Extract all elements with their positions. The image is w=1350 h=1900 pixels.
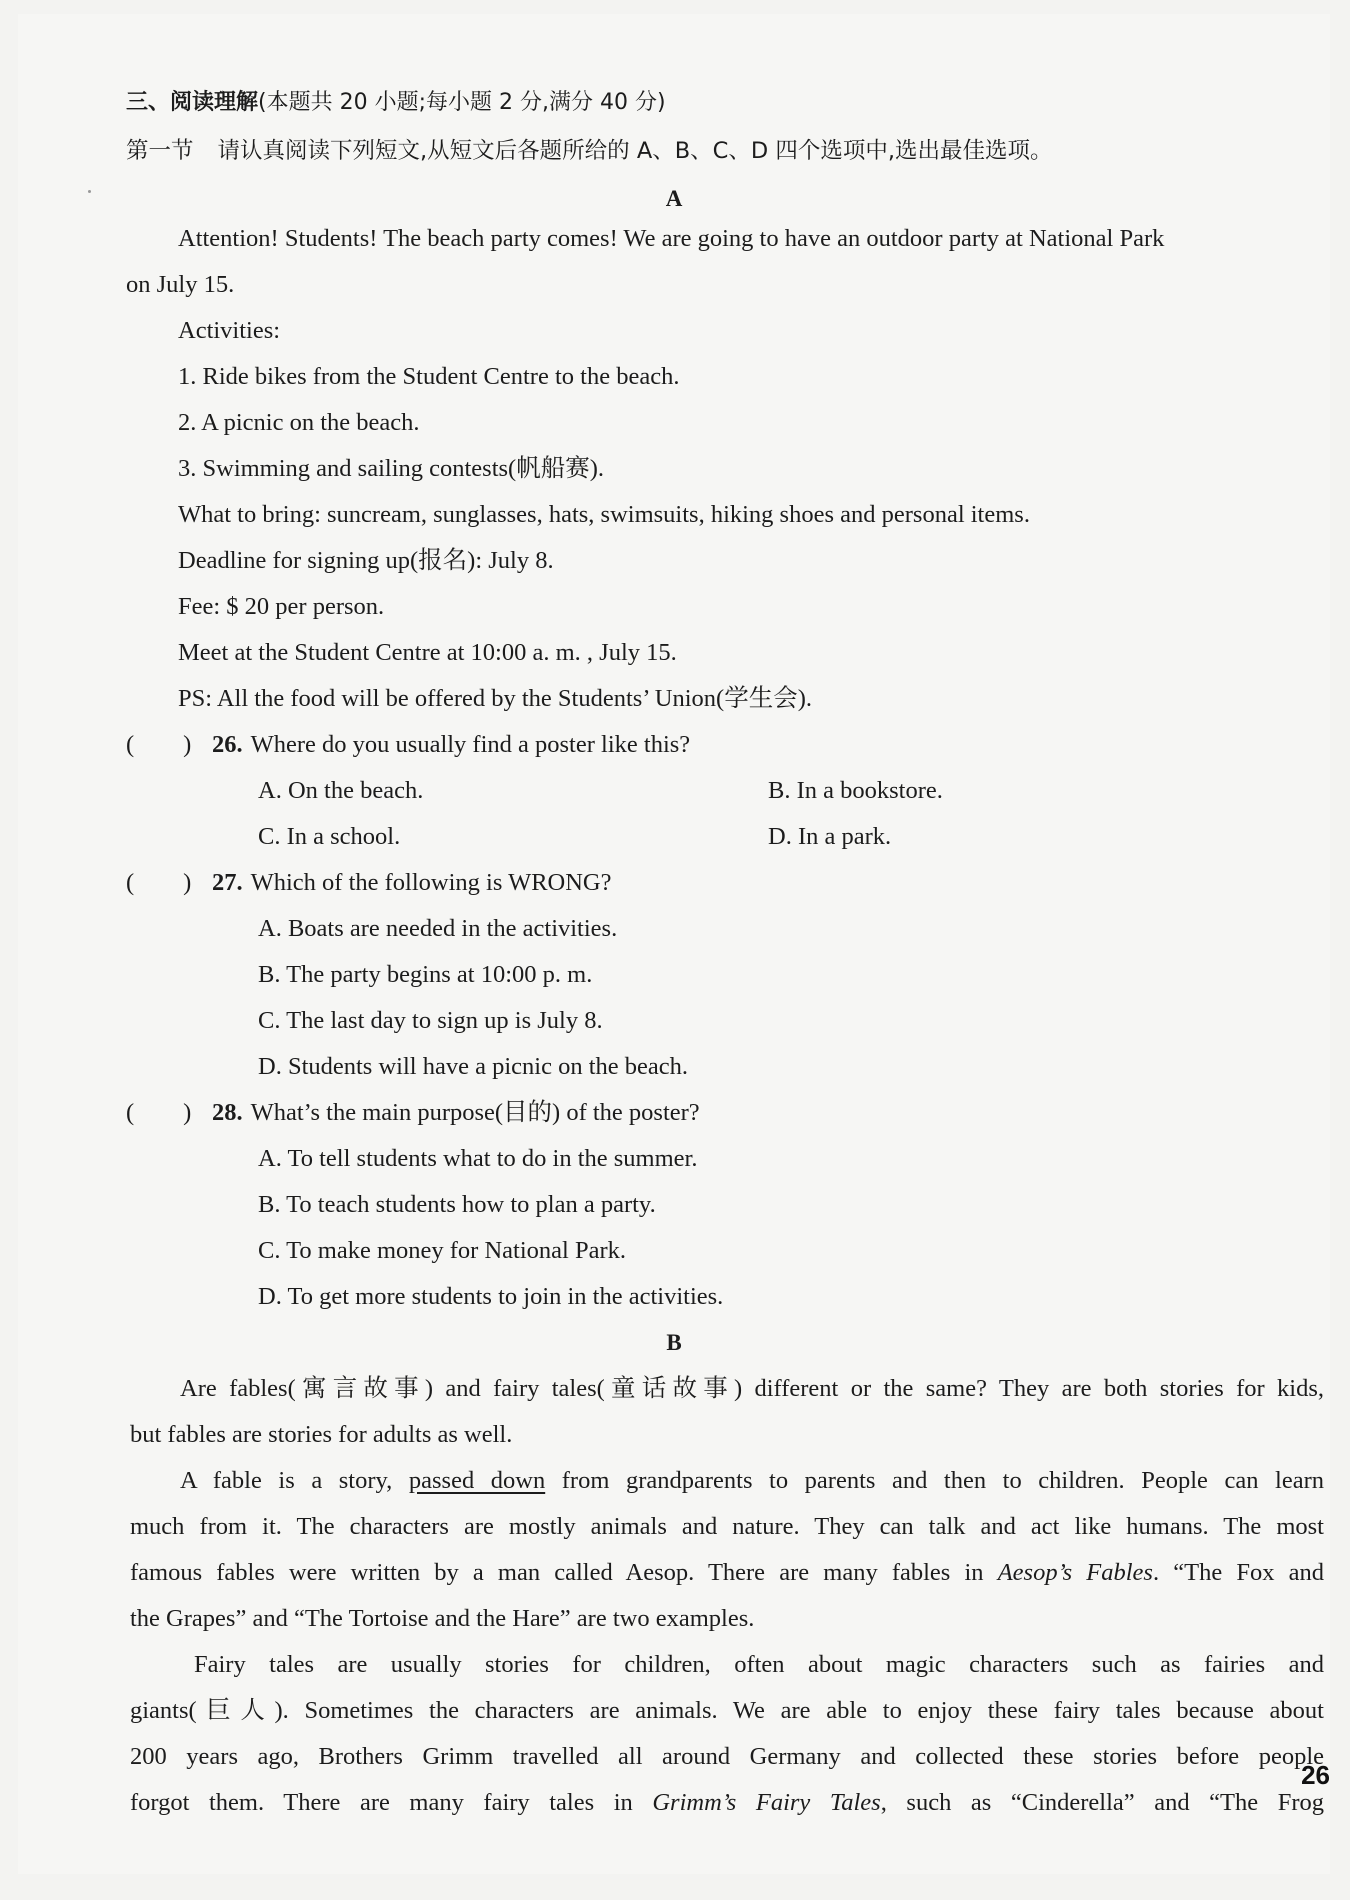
passage-b-p3-line2: giants(巨人). Sometimes the characters are animals. We are able to enjoy these fairy tales because about	[130, 1697, 1324, 1724]
fee: Fee: $ 20 per person.	[178, 593, 385, 620]
text-span: A fable is a story,	[180, 1467, 409, 1494]
option-a: A. To tell students what to do in the summer.	[258, 1145, 698, 1172]
section-note: (本题共 20 小题;每小题 2 分,满分 40 分)	[258, 90, 666, 115]
option-d: D. Students will have a picnic on the beach.	[258, 1053, 688, 1080]
question-27	[126, 868, 612, 898]
question-text: Which of the following is WRONG?	[250, 869, 612, 896]
activities-label: Activities:	[178, 317, 281, 344]
passage-b-p1-line1: Are fables(寓言故事) and fairy tales(童话故事) different or the same? They are both stories for kids,	[180, 1375, 1324, 1402]
passage-b-p1-line2: but fables are stories for adults as well.	[130, 1421, 513, 1448]
passage-b-p2-line3	[130, 1558, 1324, 1588]
passage-b-p2-line2: much from it. The characters are mostly animals and nature. They can talk and act like humans. The most	[130, 1513, 1324, 1540]
question-text: What’s the main purpose(目的) of the poster?	[250, 1099, 700, 1126]
exam-page	[18, 14, 1330, 1874]
question-number: 28.	[212, 1099, 243, 1126]
underlined-phrase: passed down	[408, 1467, 546, 1494]
passage-b-p3-line4	[130, 1788, 1324, 1818]
option-b: B. The party begins at 10:00 p. m.	[258, 961, 593, 988]
passage-b-p2-line1	[180, 1466, 1324, 1496]
question-28	[126, 1098, 700, 1128]
text-span: . “The Fox and	[1152, 1559, 1324, 1586]
activity-item: 3. Swimming and sailing contests(帆船赛).	[178, 455, 604, 482]
passage-a-intro-line1: Attention! Students! The beach party comes! We are going to have an outdoor party at National Park	[178, 225, 1165, 252]
passage-b-p3-line3: 200 years ago, Brothers Grimm travelled all around Germany and collected these stories before people	[130, 1743, 1324, 1770]
option-c: C. The last day to sign up is July 8.	[258, 1007, 603, 1034]
instruction-text: 请认真阅读下列短文,从短文后各题所给的 A、B、C、D 四个选项中,选出最佳选项。	[217, 138, 1053, 164]
book-title: Aesop’s Fables	[997, 1559, 1153, 1586]
option-d: D. To get more students to join in the activities.	[258, 1283, 724, 1310]
deadline: Deadline for signing up(报名): July 8.	[178, 547, 554, 574]
option-d: D. In a park.	[768, 823, 892, 850]
part-label: 第一节	[126, 138, 194, 164]
section-heading	[126, 88, 666, 118]
book-title: Grimm’s Fairy Tales	[652, 1789, 881, 1816]
option-b: B. To teach students how to plan a party.	[258, 1191, 656, 1218]
option-b: B. In a bookstore.	[768, 777, 943, 804]
option-a: A. On the beach.	[258, 777, 424, 804]
activity-item: 1. Ride bikes from the Student Centre to the beach.	[178, 363, 680, 390]
passage-b-p3-line1: Fairy tales are usually stories for children, often about magic characters such as fairies and	[194, 1651, 1324, 1678]
text-span: famous fables were written by a man called Aesop. There are many fables in	[130, 1559, 998, 1586]
passage-b-letter: B	[666, 1330, 682, 1355]
page-number: 26	[1301, 1760, 1330, 1790]
question-number: 27.	[212, 869, 243, 896]
question-26	[126, 730, 690, 760]
meeting-info: Meet at the Student Centre at 10:00 a. m. , July 15.	[178, 639, 677, 666]
section-title: 三、阅读理解	[126, 90, 259, 115]
activity-item: 2. A picnic on the beach.	[178, 409, 420, 436]
passage-b-p2-line4: the Grapes” and “The Tortoise and the Hare” are two examples.	[130, 1605, 755, 1632]
passage-a-letter: A	[665, 186, 683, 211]
answer-blank[interactable]: ( )	[126, 869, 192, 896]
text-span: forgot them. There are many fairy tales in	[130, 1789, 653, 1816]
option-c: C. To make money for National Park.	[258, 1237, 626, 1264]
question-text: Where do you usually find a poster like this?	[250, 731, 691, 758]
option-c: C. In a school.	[258, 823, 401, 850]
text-span: from grandparents to parents and then to children. People can learn	[545, 1467, 1324, 1494]
passage-a-intro-line2: on July 15.	[126, 271, 235, 298]
postscript: PS: All the food will be offered by the Students’ Union(学生会).	[178, 685, 812, 712]
question-number: 26.	[212, 731, 243, 758]
answer-blank[interactable]: ( )	[126, 1099, 192, 1126]
option-a: A. Boats are needed in the activities.	[258, 915, 618, 942]
what-to-bring: What to bring: suncream, sunglasses, hats, swimsuits, hiking shoes and personal items.	[178, 501, 1030, 528]
text-span: , such as “Cinderella” and “The Frog	[880, 1789, 1325, 1816]
answer-blank[interactable]: ( )	[126, 731, 192, 758]
part-instruction	[126, 136, 1053, 166]
